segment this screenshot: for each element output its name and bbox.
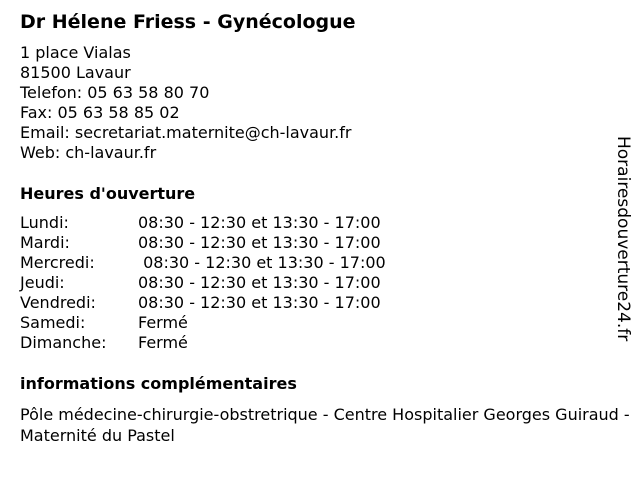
watermark (612, 136, 634, 342)
hours-row-sunday (20, 333, 440, 353)
hours-row-wednesday (20, 253, 440, 273)
time-value: 08:30 - 12:30 et 13:30 - 17:00 (138, 213, 381, 232)
day-label: Lundi: (20, 213, 69, 232)
time-value: 08:30 - 12:30 et 13:30 - 17:00 (138, 273, 381, 292)
website: Web: ch-lavaur.fr (20, 143, 157, 162)
day-label: Dimanche: (20, 333, 107, 352)
hours-row-thursday (20, 273, 440, 293)
info-text: Pôle médecine-chirurgie-obstretrique - Centre Hospitalier Georges Guiraud - Maternité du Pastel (20, 405, 630, 445)
fax-number: Fax: 05 63 58 85 02 (20, 103, 180, 122)
hours-row-saturday (20, 313, 440, 333)
day-label: Jeudi: (20, 273, 65, 292)
info-heading: informations complémentaires (20, 374, 297, 393)
time-value: Fermé (138, 313, 188, 332)
contact-block (20, 43, 351, 163)
day-label: Mardi: (20, 233, 70, 252)
email-address: Email: secretariat.maternite@ch-lavaur.fr (20, 123, 352, 142)
hours-row-monday (20, 213, 440, 233)
hours-row-friday (20, 293, 440, 313)
time-value: 08:30 - 12:30 et 13:30 - 17:00 (138, 253, 386, 272)
hours-table (20, 213, 440, 353)
day-label: Samedi: (20, 313, 86, 332)
time-value: Fermé (138, 333, 188, 352)
hours-heading: Heures d'ouverture (20, 184, 196, 203)
street-address: 1 place Vialas (20, 43, 131, 62)
day-label: Mercredi: (20, 253, 95, 272)
day-label: Vendredi: (20, 293, 96, 312)
page-title: Dr Hélene Friess - Gynécologue (20, 11, 356, 33)
hours-row-tuesday (20, 233, 440, 253)
phone-number: Telefon: 05 63 58 80 70 (20, 83, 210, 102)
time-value: 08:30 - 12:30 et 13:30 - 17:00 (138, 293, 381, 312)
city-address: 81500 Lavaur (20, 63, 131, 82)
time-value: 08:30 - 12:30 et 13:30 - 17:00 (138, 233, 381, 252)
watermark-text: Horairesdouverture24.fr (613, 136, 633, 342)
